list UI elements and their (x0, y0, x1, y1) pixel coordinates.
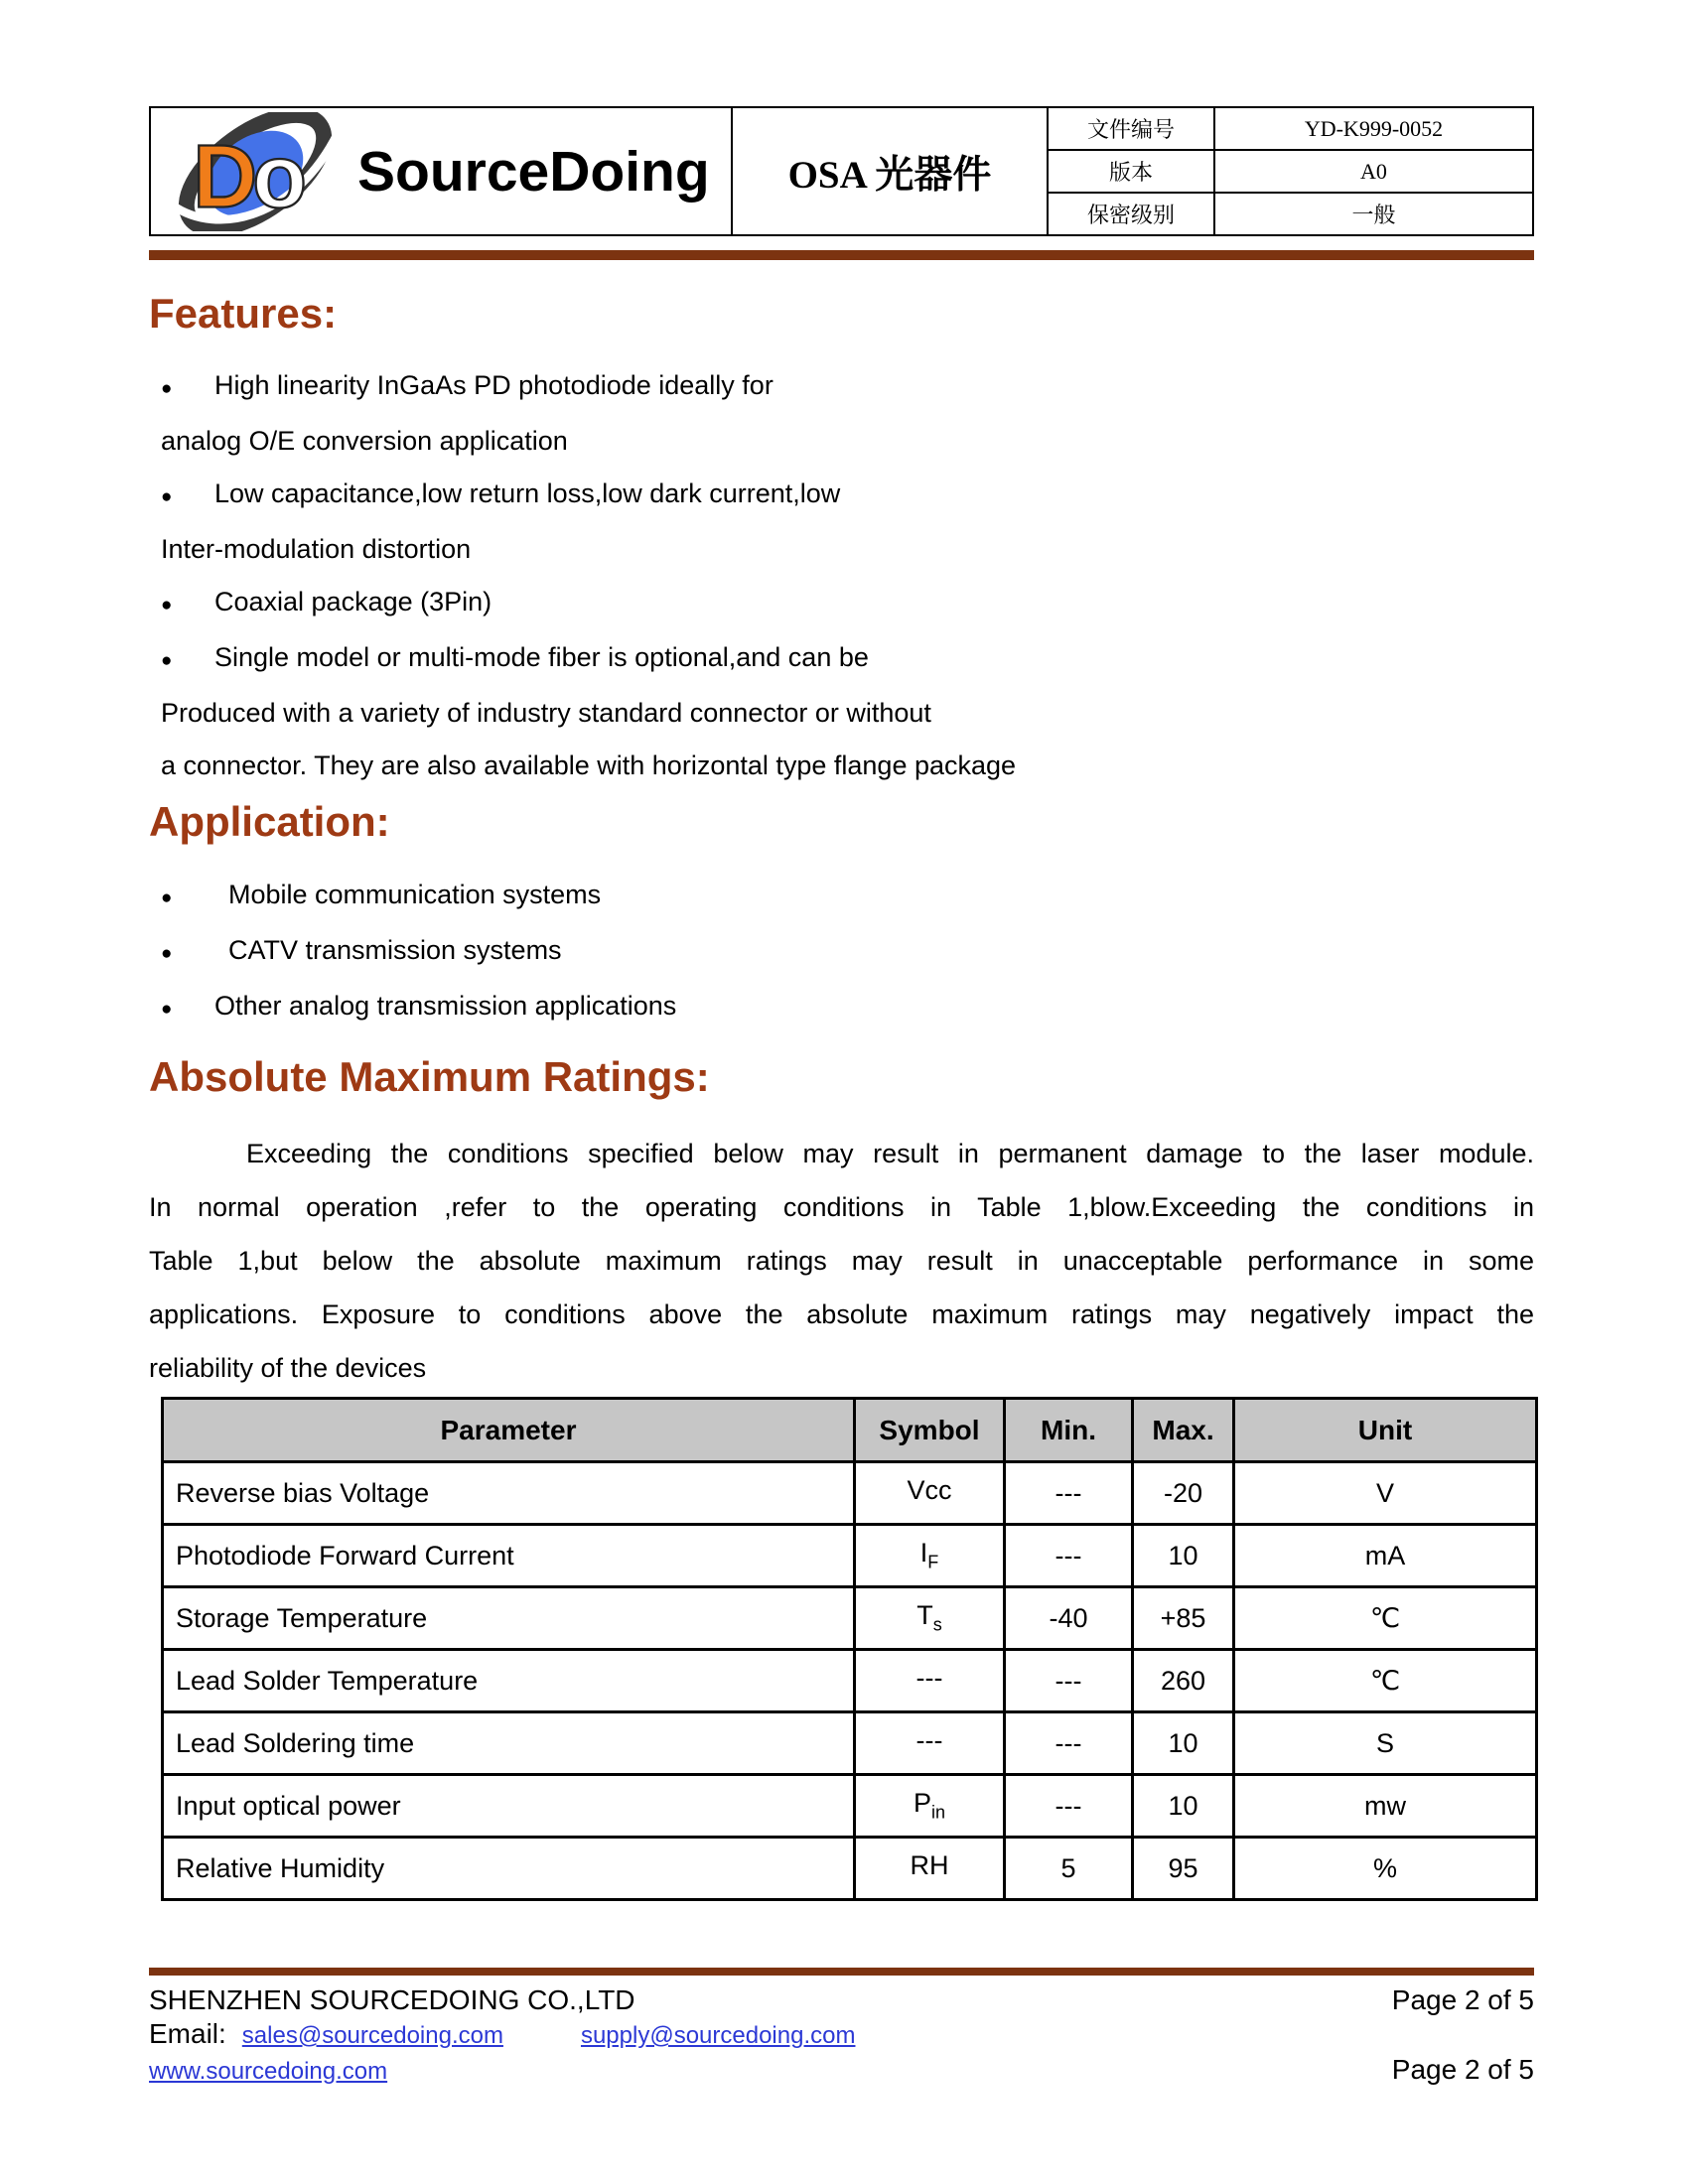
cell-unit: V (1234, 1462, 1537, 1525)
company-wordmark: SourceDoing (357, 139, 710, 204)
cell-parameter: Reverse bias Voltage (163, 1462, 855, 1525)
website-link[interactable]: www.sourcedoing.com (149, 2058, 388, 2085)
list-item-text: Low capacitance,low return loss,low dark current,low (214, 478, 841, 508)
info-value: A0 (1360, 158, 1387, 184)
info-row-version (1049, 151, 1532, 194)
cell-min: -40 (1005, 1587, 1133, 1650)
bullet-icon: ● (161, 887, 173, 908)
paragraph-line: Table 1,but below the absolute maximum ratings may result in unacceptable performance in some (149, 1246, 1534, 1276)
page-number-label: Page 2 of 5 (1391, 1984, 1534, 2015)
cell-unit: % (1234, 1838, 1537, 1900)
cell-max: 10 (1133, 1712, 1234, 1775)
absolute-maximum-ratings-table (161, 1397, 1538, 1901)
sales-email-link[interactable]: sales@sourcedoing.com (241, 2022, 503, 2049)
features-heading: Features: (149, 290, 338, 337)
info-label: 版本 (1049, 151, 1215, 192)
cell-min: --- (1005, 1775, 1133, 1838)
cell-min: --- (1005, 1525, 1133, 1587)
table-row (163, 1462, 1537, 1525)
list-item (149, 869, 1534, 924)
supply-email-link[interactable]: supply@sourcedoing.com (580, 2022, 856, 2049)
list-item (149, 359, 1534, 415)
column-header-max: Max. (1133, 1399, 1234, 1462)
bullet-icon: ● (161, 378, 173, 399)
cell-min: 5 (1005, 1838, 1133, 1900)
document-header (149, 106, 1534, 236)
list-item (149, 631, 1534, 687)
bullet-icon: ● (161, 486, 173, 507)
cell-unit: ℃ (1234, 1650, 1537, 1712)
cell-symbol: $T_s$ (855, 1587, 1005, 1650)
list-item-text: Single model or multi-mode fiber is optional,and can be (214, 642, 869, 672)
list-item-text: Mobile communication systems (228, 880, 602, 909)
info-label: 保密级别 (1049, 194, 1215, 234)
bullet-icon: ● (161, 595, 173, 615)
ratings-paragraph (149, 1127, 1534, 1395)
cell-min: --- (1005, 1462, 1133, 1525)
cell-max: 260 (1133, 1650, 1234, 1712)
info-value: YD-K999-0052 (1304, 115, 1444, 141)
cell-symbol: $I_F$ (855, 1525, 1005, 1587)
email-label: Email: (149, 2018, 226, 2049)
cell-symbol: Vcc (855, 1462, 1005, 1525)
column-header-unit: Unit (1234, 1399, 1537, 1462)
list-item-continuation: a connector. They are also available with horizontal type flange package (161, 751, 1017, 780)
list-item-continuation: Produced with a variety of industry standard connector or without (161, 698, 931, 728)
table-row (163, 1525, 1537, 1587)
cell-min: --- (1005, 1650, 1133, 1712)
column-header-min: Min. (1005, 1399, 1133, 1462)
logo-letter-d: D (193, 127, 258, 227)
list-item (149, 576, 1534, 631)
ratings-heading: Absolute Maximum Ratings: (149, 1053, 710, 1100)
bullet-icon: ● (161, 650, 173, 671)
bullet-icon: ● (161, 943, 173, 964)
document-title: OSA 光器件 (733, 108, 1049, 234)
footer-divider-rule (149, 1968, 1534, 1976)
cell-unit: S (1234, 1712, 1537, 1775)
list-item-continuation: Inter-modulation distortion (161, 534, 472, 564)
bullet-icon: ● (161, 999, 173, 1020)
list-item-text: Other analog transmission applications (214, 991, 677, 1021)
header-divider-rule (149, 250, 1534, 260)
info-row-doc-number (1049, 108, 1532, 151)
paragraph-line: reliability of the devices (149, 1353, 427, 1383)
cell-min: --- (1005, 1712, 1133, 1775)
column-header-symbol: Symbol (855, 1399, 1005, 1462)
cell-unit: ℃ (1234, 1587, 1537, 1650)
document-info-table (1049, 108, 1532, 234)
list-item-text: High linearity InGaAs PD photodiode ideally for (214, 370, 774, 400)
list-item (149, 468, 1534, 523)
cell-parameter: Relative Humidity (163, 1838, 855, 1900)
table-row (163, 1650, 1537, 1712)
logo-letter-o: o (252, 127, 308, 227)
logo-cell (151, 108, 733, 234)
cell-parameter: Input optical power (163, 1775, 855, 1838)
cell-max: 10 (1133, 1525, 1234, 1587)
cell-parameter: Photodiode Forward Current (163, 1525, 855, 1587)
table-row (163, 1712, 1537, 1775)
sourcedoing-logo-icon (167, 112, 344, 231)
list-item-text: Coaxial package (3Pin) (214, 587, 492, 616)
cell-unit: mw (1234, 1775, 1537, 1838)
cell-max: 10 (1133, 1775, 1234, 1838)
info-row-confidentiality (1049, 194, 1532, 234)
column-header-parameter: Parameter (163, 1399, 855, 1462)
list-item-continuation: analog O/E conversion application (161, 426, 568, 456)
cell-parameter: Lead Soldering time (163, 1712, 855, 1775)
table-row (163, 1775, 1537, 1838)
list-item (149, 924, 1534, 980)
page-footer (149, 1983, 1534, 2089)
list-item-text: CATV transmission systems (228, 935, 562, 965)
application-heading: Application: (149, 798, 390, 845)
info-label: 文件编号 (1049, 108, 1215, 149)
cell-symbol: $P_{in}$ (855, 1775, 1005, 1838)
list-item (149, 980, 1534, 1035)
cell-parameter: Lead Solder Temperature (163, 1650, 855, 1712)
page-number-label: Page 2 of 5 (1391, 2054, 1534, 2085)
cell-max: -20 (1133, 1462, 1234, 1525)
cell-symbol: RH (855, 1838, 1005, 1900)
paragraph-line: applications. Exposure to conditions above the absolute maximum ratings may negatively impact the (149, 1299, 1534, 1329)
cell-symbol: --- (855, 1712, 1005, 1775)
table-row (163, 1587, 1537, 1650)
cell-parameter: Storage Temperature (163, 1587, 855, 1650)
cell-symbol: --- (855, 1650, 1005, 1712)
footer-company-name: SHENZHEN SOURCEDOING CO.,LTD (149, 1984, 635, 2015)
table-row (163, 1838, 1537, 1900)
paragraph-line: Exceeding the conditions specified below may result in permanent damage to the laser module. (246, 1139, 1534, 1168)
cell-max: 95 (1133, 1838, 1234, 1900)
cell-max: +85 (1133, 1587, 1234, 1650)
table-header-row (163, 1399, 1537, 1462)
cell-unit: mA (1234, 1525, 1537, 1587)
paragraph-line: In normal operation ,refer to the operating conditions in Table 1,blow.Exceeding the conditions in (149, 1192, 1534, 1222)
info-value: 一般 (1351, 203, 1396, 227)
application-list (149, 869, 1534, 1035)
features-list (149, 359, 1534, 792)
